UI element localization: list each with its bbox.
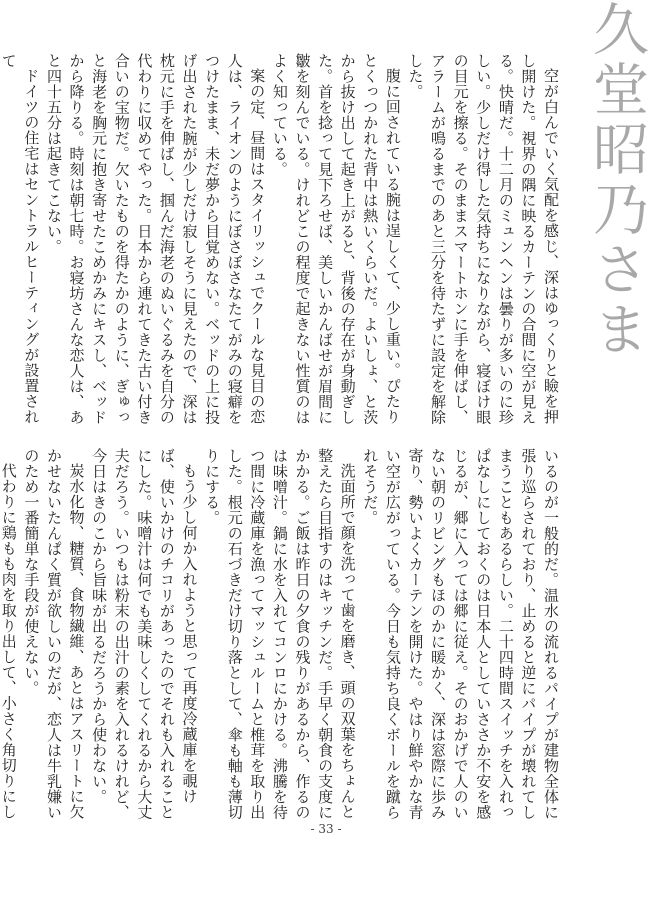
paragraph: 代わりに鶏もも肉を取り出して、小さく角切りにし	[0, 463, 18, 820]
paragraph: ドイツの住宅はセントラルヒーティングが設置されて	[0, 53, 41, 425]
paragraph: 洗面所で顔を洗って歯を磨き、頭の双葉をちょんと整えたら目指すのはキッチンだ。手早く朝食の支度にかかる。ご飯は昨日の夕食の残りがあるから、作るのは味噌汁。鍋に水を入れてコンロにかける。沸騰を待つ間に冷蔵庫を漁ってマッシュルームと椎茸を取り出した。根元の石づきだけ切り落として、傘も軸も薄切りにする。	[203, 448, 357, 820]
paragraph: もう少し何か入れようと思って再度冷蔵庫を覗けば、使いかけのチコリがあったのでそれも入れることにした。味噌汁は何でも美味しくしてくれるから大丈夫だろう。いつもは粉末の出汁の素を入れるけれど、今日はきのこから旨味が出るだろうから使わない。	[90, 448, 199, 820]
paragraph: 腹に回されている腕は逞しくて、少し重い。ぴたりとくっつかれた背中は熱いくらいだ。よいしょ、と茨から抜け出して起き上がると、背後の存在が身動ぎした。首を捻って見下ろせば、美しいかんばせが眉間に皺を刻んでいる。けれどこの程度で起きない性質のはよく知っている。	[270, 53, 402, 425]
text-block-bottom	[0, 448, 562, 820]
text-block-top	[0, 53, 562, 425]
paragraph: いるのが一般的だ。温水の流れるパイプが建物全体に張り巡らされており、止めると逆にパイプが壊れてしまうこともあるらしい。二十四時間スイッチを入れっぱなしにしておくのは日本人としていささか不安を感じるが、郷に入っては郷に従え。そのおかげで人のいない朝のリビングもほのかに暖かく、深は窓際に歩み寄り、勢いよくカーテンを開けた。やはり鮮やかな青い空が広がっている。今日も気持ち良くボールを蹴られそうだ。	[361, 448, 560, 820]
paragraph: 炭水化物、糖質、食物繊維、あとはアスリートに欠かせないたんぱく質が欲しいのだが、恋人は牛乳嫌いのため一番簡単な手段が使えない。	[22, 448, 86, 820]
page-number: - 33 -	[310, 822, 342, 836]
paragraph: 案の定、昼間はスタイリッシュでクールな見目の恋人は、ライオンのようにぼさぼさなたてがみの寝癖をつけたまま、未だ夢から目覚めない。ベッドの上に投げ出された腕が少しだけ寂しそうに見えたので、深は枕元に手を伸ばし、掴んだ海老のぬいぐるみを自分の代わりに収めてやった。日本から連れてきた古い付き合いの宝物だ。欠いたものを得たかのように、ぎゅっと海老を胸元に抱き寄せたこめかみにキスし、ベッドから降りる。時刻は朝七時。お寝坊さんな恋人は、あと四十五分は起きてこない。	[44, 53, 267, 425]
author-name: 久堂昭乃さま	[584, 0, 649, 360]
paragraph: 空が白んでいく気配を感じ、深はゆっくりと瞼を押し開けた。視界の隅に映るカーテンの合間に空が見える。快晴だ。十二月のミュンヘンは曇りが多いのに珍しい。少しだけ得した気持ちになりながら、寝ぼけ眼の目元を擦る。そのままスマートホンに手を伸ばし、アラームが鳴るまでのあと三分を待たずに設定を解除した。	[406, 53, 560, 425]
